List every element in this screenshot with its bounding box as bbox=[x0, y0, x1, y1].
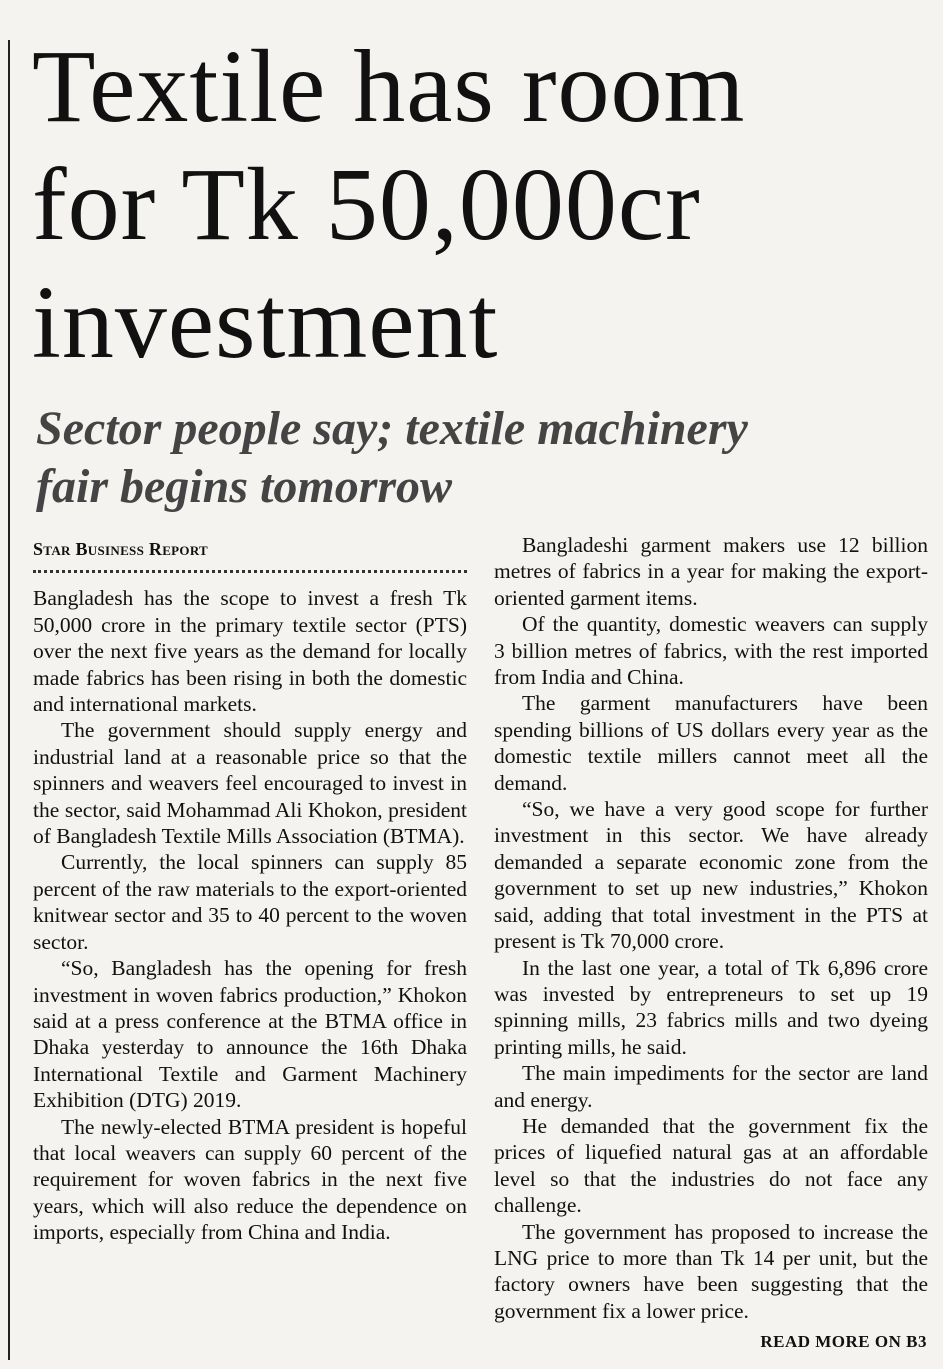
paragraph: Of the quantity, domestic weavers can supply 3 billion metres of fabrics, with the rest imported from India and China. bbox=[494, 612, 928, 690]
subheadline bbox=[36, 400, 916, 516]
read-more-link[interactable]: READ MORE ON B3 bbox=[760, 1332, 927, 1351]
subheadline-line-1: Sector people say; textile machinery bbox=[36, 402, 748, 455]
paragraph: “So, we have a very good scope for further investment in this sector. We have already demanded a separate economic zone from the government to set up new industries,” Khokon said, adding that total investment in the PTS at present is Tk 70,000 crore. bbox=[494, 797, 928, 954]
paragraph: He demanded that the government fix the prices of liquefied natural gas at an affordable level so that the industries do not face any challenge. bbox=[494, 1113, 928, 1218]
paragraph: Bangladesh has the scope to invest a fresh Tk 50,000 crore in the primary textile sector (PTS) over the next five years as the demand for locally made fabrics has been rising in both the domestic and international markets. bbox=[33, 586, 467, 717]
dotted-divider bbox=[33, 570, 467, 573]
paragraph: Bangladeshi garment makers use 12 billion metres of fabrics in a year for making the export-oriented garment items. bbox=[494, 533, 928, 610]
headline-line-2: for Tk 50,000cr bbox=[32, 147, 701, 262]
paragraph: The government has proposed to increase the LNG price to more than Tk 14 per unit, but the factory owners have been suggesting that the government fix a lower price. bbox=[494, 1219, 928, 1323]
byline-text: Star Business Report bbox=[33, 539, 209, 559]
byline bbox=[33, 536, 467, 562]
paragraph: In the last one year, a total of Tk 6,896 crore was invested by entrepreneurs to set up 19 spinning mills, 23 fabrics mills and two dyeing printing mills, he said. bbox=[494, 955, 928, 1059]
paragraph: The garment manufacturers have been spending billions of US dollars every year as the domestic textile millers cannot meet all the demand. bbox=[494, 691, 928, 795]
paragraph: “So, Bangladesh has the opening for fresh investment in woven fabrics production,” Khokon said at a press conference at the BTMA office in Dhaka yesterday to announce the 16th Dhaka International Textile and Garment Machinery Exhibition (DTG) 2019. bbox=[33, 956, 467, 1113]
column-rule bbox=[8, 40, 10, 1360]
paragraph: The newly-elected BTMA president is hopeful that local weavers can supply 60 percent of the requirement for woven fabrics in the next five years, which will also reduce the dependence on imports, especially from China and India. bbox=[33, 1114, 467, 1245]
article-column-right bbox=[494, 532, 928, 1324]
paragraph: The main impediments for the sector are land and energy. bbox=[494, 1061, 928, 1112]
subheadline-line-2: fair begins tomorrow bbox=[36, 460, 453, 513]
headline-line-1: Textile has room bbox=[32, 29, 746, 144]
paragraph: The government should supply energy and industrial land at a reasonable price so that the spinners and weavers feel encouraged to invest in the sector, said Mohammad Ali Khokon, president of Bangladesh Textile Mills Association (BTMA). bbox=[33, 718, 467, 849]
headline bbox=[32, 28, 932, 382]
paragraph: Currently, the local spinners can supply 85 percent of the raw materials to the export-oriented knitwear sector and 35 to 40 percent to the woven sector. bbox=[33, 850, 467, 954]
headline-line-3: investment bbox=[32, 265, 499, 380]
article-column-left bbox=[33, 536, 467, 1246]
